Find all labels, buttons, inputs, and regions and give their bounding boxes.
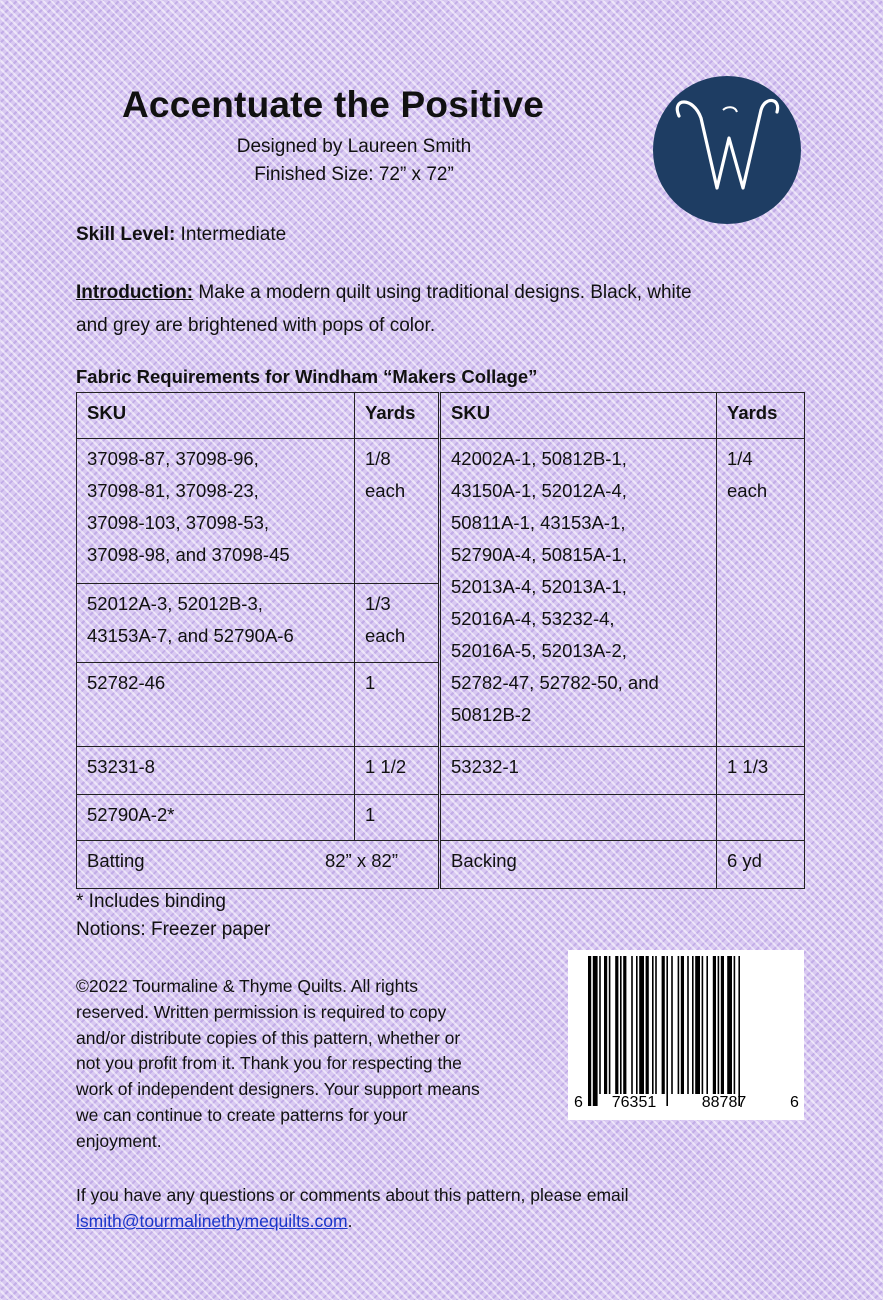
yards-cell: 1 xyxy=(355,663,439,747)
barcode-icon xyxy=(568,950,804,1120)
fabric-heading: Fabric Requirements for Windham “Makers Collage” xyxy=(76,366,538,387)
sku-cell: 52012A-3, 52012B-3, 43153A-7, and 52790A-6 xyxy=(77,584,355,663)
barcode-bar xyxy=(706,956,708,1094)
barcode-bar xyxy=(702,956,704,1094)
table-row xyxy=(77,747,805,795)
barcode-bar xyxy=(738,956,740,1106)
barcode-bar xyxy=(599,956,601,1094)
skill-value: Intermediate xyxy=(175,224,287,245)
intro-text-2: and grey are brightened with pops of color. xyxy=(76,315,436,336)
table-row xyxy=(77,795,805,841)
designer-credit: Designed by Laureen Smith xyxy=(236,136,472,157)
sku-cell-large: 42002A-1, 50812B-1, 43150A-1, 52012A-4, 50811A-1, 43153A-1, 52790A-4, 50815A-1, 52013A-4, 52013A-1, 52016A-4, 53232-4, 52016A-5, 52013A-2, 52782-47, 52782-50, and 50812B-2 xyxy=(441,439,717,747)
empty-cell xyxy=(441,795,717,841)
backing-cell: Backing xyxy=(441,841,717,889)
barcode-bar xyxy=(721,956,724,1094)
barcode-bar xyxy=(615,956,618,1094)
barcode-bar xyxy=(655,956,657,1094)
barcode-bar xyxy=(662,956,665,1094)
barcode-bar xyxy=(678,956,680,1094)
barcode-bar xyxy=(588,956,591,1106)
barcode-bar xyxy=(718,956,720,1094)
page-title: Accentuate the Positive xyxy=(122,84,545,125)
yards-cell: 1/8 each xyxy=(355,439,439,584)
barcode-bar xyxy=(623,956,626,1094)
sku-cell: 53231-8 xyxy=(77,747,355,795)
yards-cell: 1 1/2 xyxy=(355,747,439,795)
header-sku-right: SKU xyxy=(441,393,717,439)
skill-label: Skill Level: xyxy=(76,224,176,245)
contact-info: If you have any questions or comments about this pattern, please email lsmith@tourmalinethymequilts.com. xyxy=(76,1185,629,1231)
batting-cell: Batting 82” x 82” xyxy=(77,841,439,889)
fabric-table xyxy=(76,392,805,889)
sku-cell: 52790A-2* xyxy=(77,795,355,841)
barcode-bar xyxy=(687,956,689,1094)
header-yards-right: Yards xyxy=(717,393,805,439)
barcode-bar xyxy=(646,956,649,1094)
intro-label: Introduction: xyxy=(76,282,194,303)
notes xyxy=(76,888,270,944)
email-link[interactable]: lsmith@tourmalinethymequilts.com xyxy=(76,1211,348,1231)
empty-cell xyxy=(717,795,805,841)
barcode-bar xyxy=(604,956,607,1094)
header-sku-left: SKU xyxy=(77,393,355,439)
table-header-row xyxy=(77,393,805,439)
barcode-bar xyxy=(671,956,673,1094)
barcode-group-1: 76351 xyxy=(611,1094,657,1111)
sku-cell: 53232-1 xyxy=(441,747,717,795)
sku-cell: 37098-87, 37098-96, 37098-81, 37098-23, 37098-103, 37098-53, 37098-98, and 37098-45 xyxy=(77,439,355,584)
binding-note: * Includes binding xyxy=(76,891,226,912)
barcode-bar xyxy=(695,956,700,1094)
barcode-bar xyxy=(692,956,694,1094)
table-row xyxy=(77,841,805,889)
finished-size: Finished Size: 72” x 72” xyxy=(254,164,454,185)
intro-text-1: Make a modern quilt using traditional designs. Black, white xyxy=(193,282,692,303)
w-monogram-icon xyxy=(653,76,801,224)
barcode-bar xyxy=(652,956,654,1094)
notions-note: Notions: Freezer paper xyxy=(76,919,271,940)
barcode-bar xyxy=(636,956,638,1094)
introduction xyxy=(76,276,806,342)
barcode-bar xyxy=(593,956,598,1106)
header-yards-left: Yards xyxy=(355,393,439,439)
barcode-bar xyxy=(666,956,668,1106)
barcode-digit-left: 6 xyxy=(574,1094,583,1111)
brand-logo xyxy=(653,76,801,224)
yards-cell: 1 xyxy=(355,795,439,841)
barcode-bar xyxy=(631,956,633,1094)
barcode-bar xyxy=(734,956,736,1094)
table-row xyxy=(77,439,805,584)
sku-cell: 52782-46 xyxy=(77,663,355,747)
yards-cell-large: 1/4 each xyxy=(717,439,805,747)
barcode-bar xyxy=(620,956,622,1094)
barcode-digit-right: 6 xyxy=(790,1094,799,1111)
yards-cell: 1 1/3 xyxy=(717,747,805,795)
barcode-bar xyxy=(639,956,644,1094)
backing-amount: 6 yd xyxy=(717,841,805,889)
barcode-bar xyxy=(713,956,716,1094)
barcode-group-2: 88787 xyxy=(701,1094,747,1111)
barcode-bar xyxy=(681,956,684,1094)
barcode-bar xyxy=(727,956,732,1094)
yards-cell: 1/3 each xyxy=(355,584,439,663)
skill-level xyxy=(76,218,286,251)
barcode-bar xyxy=(609,956,611,1094)
copyright-notice: ©2022 Tourmaline & Thyme Quilts. All rights reserved. Written permission is required to copy and/or distribute copies of this pattern, whether or not you profit from it. Thank you for respecting the work of independent designers. Your support means we can continue to create patterns for your enjoyment. xyxy=(76,976,480,1151)
upc-barcode xyxy=(568,950,804,1120)
